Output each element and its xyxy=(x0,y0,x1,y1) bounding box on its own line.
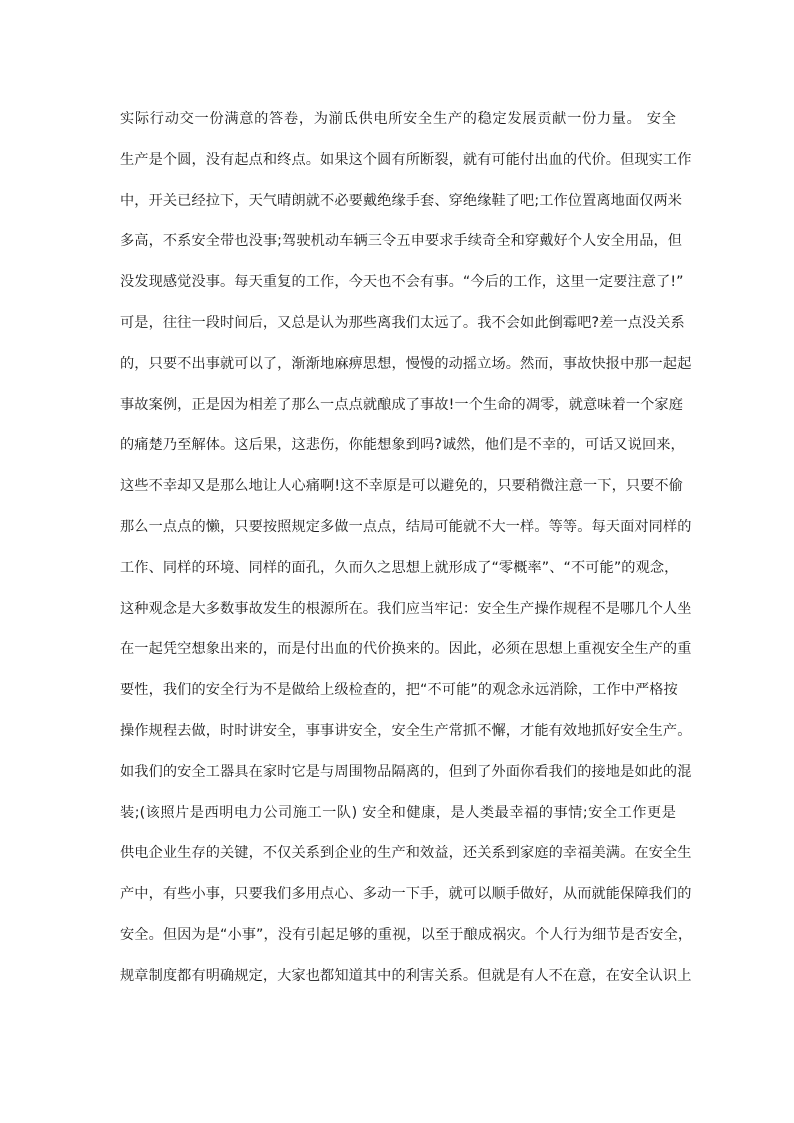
text-line: 这些不幸却又是那么地让人心痛啊!这不幸原是可以避免的，只要稍微注意一下，只要不偷 xyxy=(120,478,684,495)
body-text xyxy=(120,106,693,1004)
text-line: 操作规程去做，时时讲安全，事事讲安全，安全生产常抓不懈，才能有效地抓好安全生产。 xyxy=(120,722,692,739)
text-line: 产中，有些小事，只要我们多用点心、多动一下手，就可以顺手做好，从而就能保障我们的 xyxy=(120,886,692,903)
text-line: 事故案例，正是因为相差了那么一点点就酿成了事故!一个生命的凋零，就意味着一个家庭 xyxy=(120,396,684,413)
text-line: 这种观念是大多数事故发生的根源所在。我们应当牢记：安全生产操作规程不是哪几个人坐 xyxy=(120,600,692,617)
text-line: 的痛楚乃至解体。这后果，这悲伤，你能想象到吗?诚然，他们是不幸的，可话又说回来， xyxy=(120,437,685,454)
text-line: 多高，不系安全带也没事;驾驶机动车辆三令五申要求手续奇全和穿戴好个人安全用品，但 xyxy=(120,233,683,250)
text-line: 如我们的安全工器具在家时它是与周围物品隔离的，但到了外面你看我们的接地是如此的混 xyxy=(120,763,692,780)
text-line: 可是，往往一段时间后，又总是认为那些离我们太远了。我不会如此倒霉吧?差一点没关系 xyxy=(120,314,685,331)
text-line: 生产是个圆，没有起点和终点。如果这个圆有所断裂，就有可能付出血的代价。但现实工作 xyxy=(120,151,692,168)
text-line: 在一起凭空想象出来的，而是付出血的代价换来的。因此，必须在思想上重视安全生产的重 xyxy=(120,641,692,658)
text-line: 那么一点点的懒，只要按照规定多做一点点，结局可能就不大一样。等等。每天面对同样的 xyxy=(120,518,692,535)
text-line: 安全。但因为是“小事”，没有引起足够的重视，以至于酿成祸灾。个人行为细节是否安全， xyxy=(120,926,693,943)
text-line: 的，只要不出事就可以了，渐渐地麻痹思想，慢慢的动摇立场。然而，事故快报中那一起起 xyxy=(120,355,692,372)
text-line: 供电企业生存的关键，不仅关系到企业的生产和效益，还关系到家庭的幸福美满。在安全生 xyxy=(120,845,692,862)
text-line: 中，开关已经拉下，天气晴朗就不必要戴绝缘手套、穿绝缘鞋了吧;工作位置离地面仅两米 xyxy=(120,192,683,209)
text-line: 工作、同样的环境、同样的面孔，久而久之思想上就形成了“零概率”、“不可能”的观念， xyxy=(120,559,679,576)
text-line: 规章制度都有明确规定，大家也都知道其中的利害关系。但就是有人不在意，在安全认识上 xyxy=(120,967,692,984)
text-line: 实际行动交一份满意的答卷，为湔氐供电所安全生产的稳定发展贡献一份力量。 安全 xyxy=(120,111,676,127)
text-line: 没发现感觉没事。每天重复的工作，今天也不会有事。“今后的工作，这里一定要注意了!” xyxy=(120,274,684,291)
text-line: 要性，我们的安全行为不是做给上级检查的，把“不可能”的观念永远消除，工作中严格按 xyxy=(120,682,678,699)
text-line: 装;(该照片是西明电力公司施工一队) 安全和健康，是人类最幸福的事情;安全工作更是 xyxy=(120,804,676,821)
